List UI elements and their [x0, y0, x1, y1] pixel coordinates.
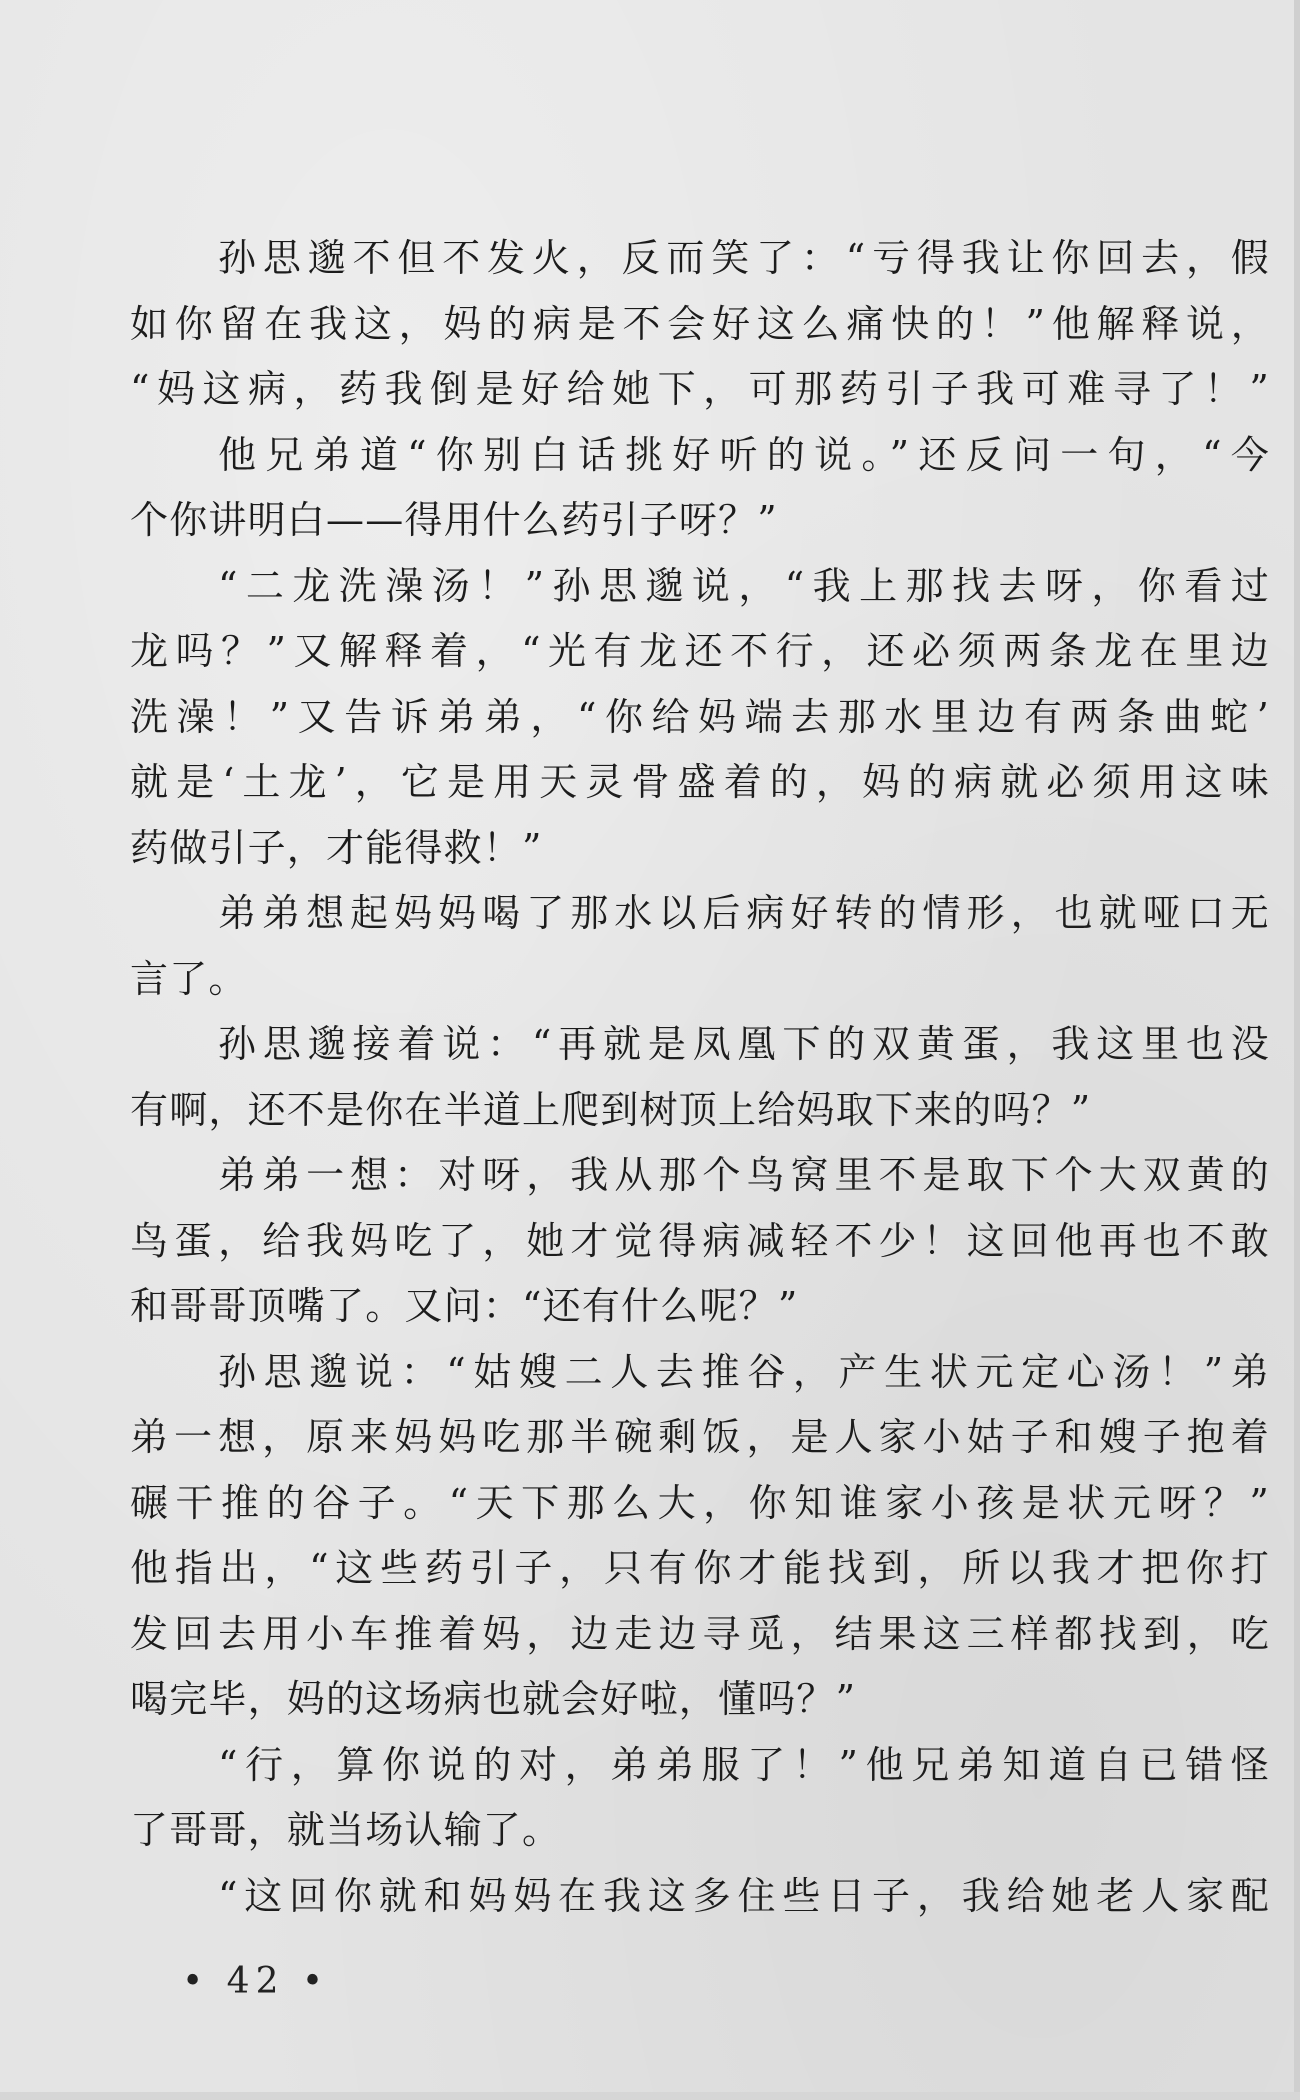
text-line: 喝完毕，妈的这场病也就会好啦，懂吗？”	[130, 1677, 857, 1721]
text-line: 他指出，“这些药引子，只有你才能找到，所以我才把你打	[130, 1546, 1270, 1590]
text-line: 言了。	[130, 956, 248, 1001]
page-edge-right	[1294, 0, 1300, 2100]
page-edge-bottom	[0, 2092, 1300, 2100]
text-line: 就是‘土龙’，它是用天灵骨盛着的，妈的病就必须用这味	[130, 760, 1270, 804]
text-line: 孙思邈接着说：“再就是凤凰下的双黄蛋，我这里也没	[218, 1022, 1270, 1066]
page-number: • 42 •	[182, 1961, 330, 2002]
text-line: 弟弟想起妈妈喝了那水以后病好转的情形，也就哑口无	[218, 891, 1270, 935]
text-line: 洗澡！”又告诉弟弟，“你给妈端去那水里边有两条曲蛇’	[130, 694, 1270, 739]
body-text	[130, 226, 1270, 1929]
text-line: 孙思邈说：“姑嫂二人去推谷，产生状元定心汤！”弟	[218, 1349, 1270, 1394]
text-line: 弟一想，原来妈妈吃那半碗剩饭，是人家小姑子和嫂子抱着	[130, 1415, 1270, 1459]
text-line: 孙思邈不但不发火，反而笑了：“亏得我让你回去，假	[218, 236, 1270, 280]
text-line: 他兄弟道“你别白话挑好听的说。”还反问一句，“今	[218, 432, 1270, 477]
text-line: 药做引子，才能得救！”	[130, 825, 543, 870]
text-line: 鸟蛋，给我妈吃了，她才觉得病减轻不少！这回他再也不敢	[130, 1218, 1270, 1263]
text-line: 如你留在我这，妈的病是不会好这么痛快的！”他解释说，	[130, 301, 1270, 346]
text-line: “妈这病，药我倒是好给她下，可那药引子我可难寻了！”	[130, 367, 1270, 411]
text-line: 个你讲明白——得用什么药引子呀？”	[130, 498, 778, 542]
text-line: 碾干推的谷子。“天下那么大，你知谁家小孩是状元呀？”	[130, 1480, 1270, 1525]
text-line: “行，算你说的对，弟弟服了！”他兄弟知道自已错怪	[218, 1742, 1270, 1787]
text-line: 有啊，还不是你在半道上爬到树顶上给妈取下来的吗？”	[130, 1087, 1092, 1132]
text-line: 了哥哥，就当场认输了。	[130, 1808, 562, 1852]
text-line: 和哥哥顶嘴了。又问：“还有什么呢？”	[130, 1284, 799, 1328]
text-line: 弟弟一想：对呀，我从那个鸟窝里不是取下个大双黄的	[218, 1153, 1270, 1197]
text-line: 龙吗？”又解释着，“光有龙还不行，还必须两条龙在里边	[130, 629, 1270, 673]
text-line: “二龙洗澡汤！”孙思邈说，“我上那找去呀，你看过	[218, 563, 1270, 608]
text-line: 发回去用小车推着妈，边走边寻觅，结果这三样都找到，吃	[130, 1611, 1270, 1656]
text-line: “这回你就和妈妈在我这多住些日子，我给她老人家配	[218, 1873, 1270, 1918]
